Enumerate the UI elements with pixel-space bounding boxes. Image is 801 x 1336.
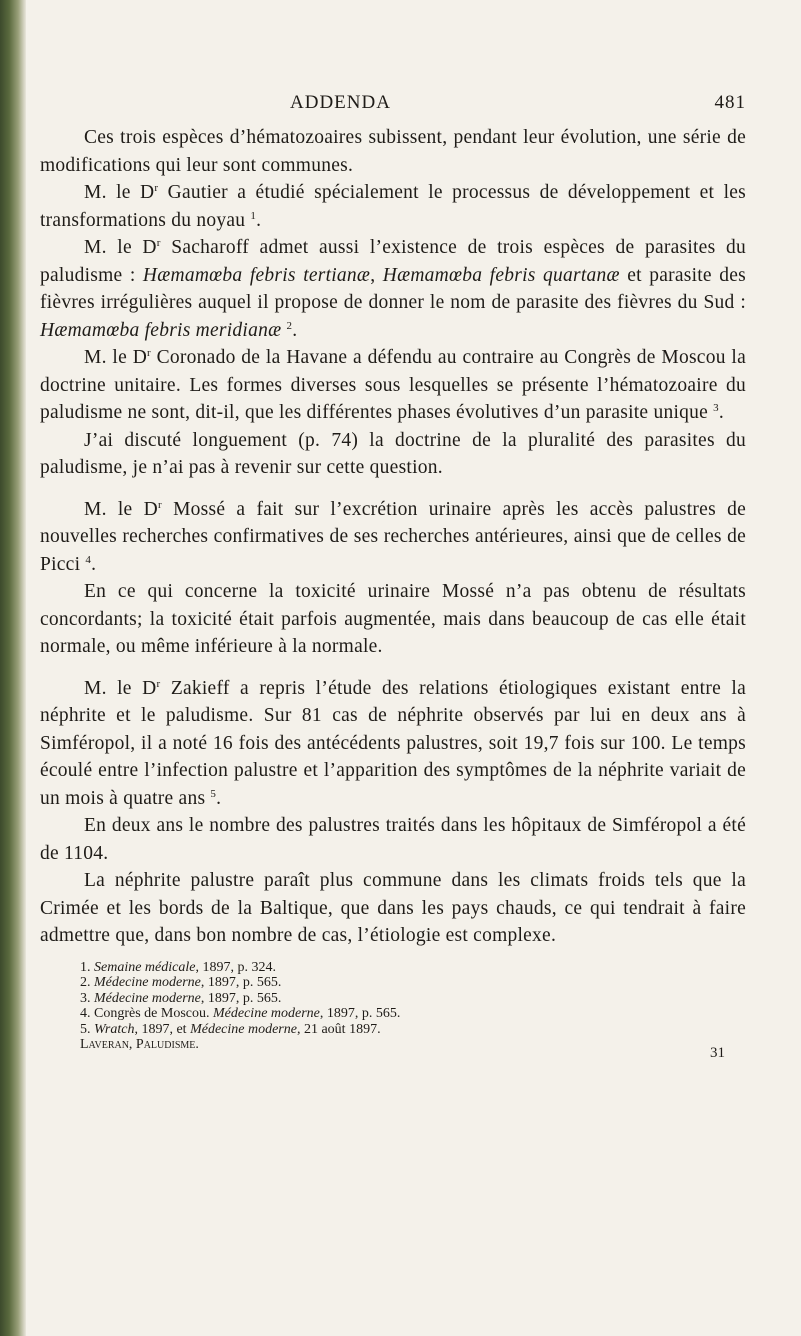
paragraph: [40, 234, 746, 344]
italic-text: Hæmamœba febris meridianæ: [40, 319, 282, 341]
superscript: r: [147, 347, 151, 359]
running-head: [40, 92, 746, 116]
superscript: 2: [286, 319, 293, 332]
paragraph: [40, 496, 746, 579]
footnote: [80, 975, 746, 991]
superscript: r: [154, 182, 159, 194]
text-run: En deux ans le nombre des palustres traités dans les hôpitaux de Simféropol a été de 1104.: [40, 815, 746, 864]
italic-text: Wratch: [94, 1021, 135, 1037]
text-run: Sacharoff admet aussi l’existence de trois espèces de parasites du paludisme :: [40, 237, 746, 286]
text-run: , 1897, p. 324.: [195, 959, 276, 975]
signature-line: [40, 1037, 746, 1069]
page-number: 481: [714, 92, 746, 113]
text-run: M. le D: [84, 182, 155, 203]
text-run: .: [292, 319, 298, 341]
text-run: .: [718, 402, 725, 423]
superscript: 3: [713, 402, 719, 414]
paragraph: [40, 675, 746, 813]
text-run: En ce qui concerne la toxicité urinaire Mossé n’a pas obtenu de résultats concordants; la toxicité était parfois augmentée, mais dans beaucoup de cas elle était normale, ou même inférieure à la normale.: [40, 581, 746, 657]
page-binding-edge: [0, 0, 26, 1336]
text-run: , 21 août 1897.: [296, 1021, 381, 1037]
body-text: [40, 124, 746, 950]
italic-text: Médecine moderne: [94, 975, 201, 991]
text-run: 1.: [80, 959, 94, 975]
footnote: [80, 1022, 746, 1038]
italic-text: Hæmamœba febris tertianæ: [142, 264, 371, 286]
signature-author-book: Laveran, Paludisme.: [80, 1037, 199, 1053]
signature-sheet-number: 31: [710, 1045, 725, 1062]
paragraph: [40, 427, 746, 482]
text-run: M. le D: [84, 347, 148, 368]
italic-text: Hæmamœba febris quartanæ: [382, 264, 620, 286]
text-run: , 1897, p. 565.: [319, 1006, 401, 1022]
paragraph: [40, 578, 746, 661]
superscript: r: [156, 237, 161, 249]
superscript: r: [157, 498, 162, 511]
running-title: ADDENDA: [290, 92, 391, 113]
text-run: La néphrite palustre paraît plus commune dans les climats froids tels que la Crimée et les bords de la Baltique, que dans les pays chauds, ce qui tendrait à faire admettre que, dans bon nombre de cas, l’étiologie est complexe.: [40, 870, 746, 946]
text-run: 5.: [80, 1021, 94, 1037]
text-run: 2.: [80, 975, 94, 991]
italic-text: Médecine moderne: [190, 1021, 297, 1037]
text-run: ,: [370, 264, 383, 286]
text-run: Zakieff a repris l’étude des relations étiologiques existant entre la néphrite et le paludisme. Sur 81 cas de néphrite observés par lui en deux ans à Simféropol, il a noté 16 fois des antécédents palustres, soit 19,7 fois sur 100. Le temps écoulé entre l’infection palustre et l’apparition des symptômes de la néphrite variait de un mois à quatre ans: [40, 677, 746, 809]
paragraph: [40, 344, 746, 427]
text-run: .: [216, 787, 222, 809]
book-page: [40, 92, 746, 1069]
text-run: J’ai discuté longuement (p. 74) la doctrine de la pluralité des parasites du paludisme, je n’ai pas à revenir sur cette question.: [40, 429, 746, 478]
text-run: M. le D: [84, 498, 158, 520]
text-run: Ces trois espèces d’hématozoaires subissent, pendant leur évolution, une série de modifications qui leur sont communes.: [40, 127, 746, 176]
text-run: 3.: [80, 990, 94, 1006]
italic-text: Médecine moderne: [94, 990, 201, 1006]
superscript: 5: [210, 787, 217, 800]
text-run: M. le D: [84, 677, 157, 699]
text-run: 4. Congrès de Moscou.: [80, 1006, 213, 1022]
text-run: , 1897, p. 565.: [200, 990, 282, 1006]
paragraph: [40, 812, 746, 867]
text-run: .: [91, 553, 97, 575]
superscript: 1: [250, 209, 257, 222]
superscript: 4: [85, 553, 92, 566]
footnote: [80, 1006, 746, 1022]
text-run: , 1897, et: [134, 1021, 191, 1037]
text-run: .: [256, 209, 262, 231]
paragraph: [40, 124, 746, 179]
footnote: [80, 960, 746, 976]
paragraph: [40, 867, 746, 950]
footnote: [80, 991, 746, 1007]
text-run: Gautier a étudié spécialement le processus de développement et les transformations du noyau: [40, 182, 746, 231]
superscript: r: [156, 677, 161, 690]
text-run: et parasite des fièvres irrégulières auquel il propose de donner le nom de parasite des fièvres du Sud :: [40, 264, 746, 313]
text-run: Coronado de la Havane a défendu au contraire au Congrès de Moscou la doctrine unitaire. Les formes diverses sous lesquelles se présente l’hématozoaire du paludisme ne sont, dit-il, que les différentes phases évolutives d’un parasite unique: [40, 347, 746, 423]
italic-text: Médecine moderne: [213, 1006, 320, 1022]
paragraph: [40, 179, 746, 234]
text-run: M. le D: [84, 237, 157, 258]
footnotes: [40, 960, 746, 1038]
italic-text: Semaine médicale: [94, 959, 196, 975]
text-run: , 1897, p. 565.: [200, 975, 282, 991]
text-run: Mossé a fait sur l’excrétion urinaire après les accès palustres de nouvelles recherches confirmatives de ses recherches antérieures, ainsi que de celles de Picci: [40, 498, 746, 575]
